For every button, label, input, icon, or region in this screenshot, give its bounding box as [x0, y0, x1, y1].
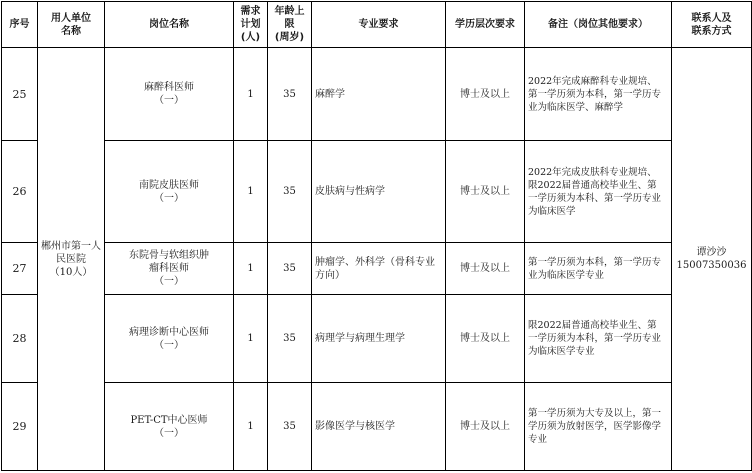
- contact-cell: 谭沙沙 15007350036: [672, 48, 752, 471]
- row-position: PET-CT中心医师 （一）: [105, 383, 234, 471]
- header-education: 学历层次要求: [446, 2, 525, 48]
- row-seq: 26: [2, 141, 38, 243]
- row-education: 博士及以上: [446, 295, 525, 383]
- row-major: 病理学与病理生理学: [312, 295, 446, 383]
- row-position: 南院皮肤医师 （一）: [105, 141, 234, 243]
- row-quota: 1: [234, 48, 268, 141]
- row-seq: 27: [2, 243, 38, 295]
- row-seq: 28: [2, 295, 38, 383]
- row-education: 博士及以上: [446, 48, 525, 141]
- row-quota: 1: [234, 141, 268, 243]
- header-age-limit: 年龄上限 (周岁): [268, 2, 312, 48]
- row-major: 麻醉学: [312, 48, 446, 141]
- recruitment-table: [1, 1, 752, 471]
- row-age-limit: 35: [268, 48, 312, 141]
- table-row: [2, 48, 752, 141]
- row-age-limit: 35: [268, 383, 312, 471]
- row-position: 病理诊断中心医师 （一）: [105, 295, 234, 383]
- table-row: [2, 243, 752, 295]
- row-major: 肿瘤学、外科学（骨科专业 方向）: [312, 243, 446, 295]
- row-notes: 2022年完成皮肤科专业规培、 限2022届普通高校毕业生、第 一学历须为本科、第一学历专业 为临床医学: [525, 141, 672, 243]
- row-notes: 限2022届普通高校毕业生、第 一学历须为本科，第一学历专业 为临床医学专业: [525, 295, 672, 383]
- header-major: 专业要求: [312, 2, 446, 48]
- row-quota: 1: [234, 383, 268, 471]
- employer-cell: 郴州市第一人 民医院 （10人）: [38, 48, 105, 471]
- row-notes: 2022年完成麻醉科专业规培、 第一学历须为本科，第一学历专 业为临床医学、麻醉学: [525, 48, 672, 141]
- table-row: [2, 295, 752, 383]
- header-position: 岗位名称: [105, 2, 234, 48]
- row-position: 麻醉科医师 （一）: [105, 48, 234, 141]
- header-notes: 备注（岗位其他要求）: [525, 2, 672, 48]
- header-employer: 用人单位 名称: [38, 2, 105, 48]
- row-quota: 1: [234, 243, 268, 295]
- row-major: 影像医学与核医学: [312, 383, 446, 471]
- header-seq: 序号: [2, 2, 38, 48]
- table-row: [2, 141, 752, 243]
- row-position: 东院骨与软组织肿 瘤科医师 （一）: [105, 243, 234, 295]
- row-major: 皮肤病与性病学: [312, 141, 446, 243]
- header-quota: 需求 计划 (人): [234, 2, 268, 48]
- row-education: 博士及以上: [446, 383, 525, 471]
- table-row: [2, 383, 752, 471]
- row-education: 博士及以上: [446, 141, 525, 243]
- row-education: 博士及以上: [446, 243, 525, 295]
- row-age-limit: 35: [268, 295, 312, 383]
- row-age-limit: 35: [268, 243, 312, 295]
- header-row: [2, 2, 752, 48]
- row-seq: 25: [2, 48, 38, 141]
- row-notes: 第一学历须为大专及以上，第一 学历须为放射医学，医学影像学 专业: [525, 383, 672, 471]
- row-seq: 29: [2, 383, 38, 471]
- row-age-limit: 35: [268, 141, 312, 243]
- row-quota: 1: [234, 295, 268, 383]
- header-contact: 联系人及 联系方式: [672, 2, 752, 48]
- row-notes: 第一学历须为本科，第一学历专 业为临床医学专业: [525, 243, 672, 295]
